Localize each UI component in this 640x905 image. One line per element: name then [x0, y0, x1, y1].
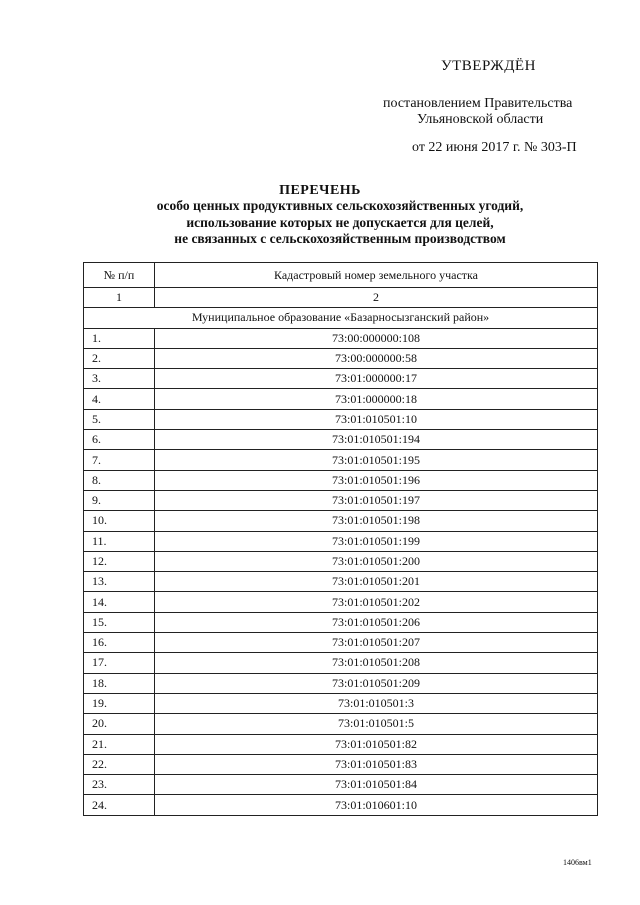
approved-title: УТВЕРЖДЁН [441, 58, 536, 74]
subtitle-line: особо ценных продуктивных сельскохозяйственных угодий, [156, 198, 524, 213]
cadastral-number: 73:00:000000:58 [155, 348, 598, 368]
cadastral-number: 73:01:010501:199 [155, 531, 598, 551]
row-number: 16. [84, 633, 155, 653]
cadastral-number: 73:01:010501:208 [155, 653, 598, 673]
row-number: 4. [84, 389, 155, 409]
cadastral-number: 73:01:010501:194 [155, 430, 598, 450]
row-number: 13. [84, 572, 155, 592]
cadastral-number: 73:01:010601:10 [155, 795, 598, 815]
cadastral-number: 73:01:010501:198 [155, 511, 598, 531]
row-number: 3. [84, 369, 155, 389]
row-number: 5. [84, 409, 155, 429]
table-row [84, 693, 598, 713]
header-cadastral-number: Кадастровый номер земельного участка [155, 263, 598, 288]
row-number: 17. [84, 653, 155, 673]
document-subtitle [80, 198, 600, 248]
decree-date: от 22 июня 2017 г. № 303-П [412, 140, 577, 155]
table-row [84, 531, 598, 551]
table-row [84, 511, 598, 531]
row-number: 11. [84, 531, 155, 551]
cadastral-number: 73:01:010501:83 [155, 754, 598, 774]
table-row [84, 633, 598, 653]
table-row [84, 470, 598, 490]
table-row [84, 409, 598, 429]
decree-line: Ульяновской области [417, 112, 544, 127]
row-number: 1. [84, 328, 155, 348]
row-number: 18. [84, 673, 155, 693]
row-number: 2. [84, 348, 155, 368]
cadastral-table [83, 262, 598, 816]
row-number: 8. [84, 470, 155, 490]
table-row [84, 572, 598, 592]
subtitle-line: не связанных с сельскохозяйственным производством [174, 231, 506, 246]
table-row [84, 734, 598, 754]
row-number: 15. [84, 612, 155, 632]
footer-code: 1406вм1 [563, 858, 592, 867]
table-row [84, 369, 598, 389]
cadastral-number: 73:01:010501:5 [155, 714, 598, 734]
row-number: 23. [84, 775, 155, 795]
subtitle-line: использование которых не допускается для целей, [186, 214, 494, 230]
row-number: 20. [84, 714, 155, 734]
table-row [84, 490, 598, 510]
section-title: Муниципальное образование «Базарносызганский район» [84, 308, 598, 328]
table-header-row [84, 263, 598, 288]
row-number: 19. [84, 693, 155, 713]
decree-line: постановлением Правительства [383, 96, 573, 111]
cadastral-number: 73:01:010501:84 [155, 775, 598, 795]
column-index-row [84, 288, 598, 308]
column-index: 1 [84, 288, 155, 308]
row-number: 24. [84, 795, 155, 815]
table-row [84, 653, 598, 673]
row-number: 21. [84, 734, 155, 754]
row-number: 10. [84, 511, 155, 531]
table-row [84, 754, 598, 774]
row-number: 12. [84, 551, 155, 571]
table-row [84, 795, 598, 815]
cadastral-number: 73:01:010501:207 [155, 633, 598, 653]
cadastral-number: 73:01:010501:10 [155, 409, 598, 429]
table-row [84, 612, 598, 632]
cadastral-number: 73:01:000000:18 [155, 389, 598, 409]
cadastral-number: 73:01:010501:197 [155, 490, 598, 510]
table-row [84, 551, 598, 571]
cadastral-number: 73:01:010501:196 [155, 470, 598, 490]
table-row [84, 775, 598, 795]
approval-block [0, 0, 640, 180]
header-number: № п/п [84, 263, 155, 288]
cadastral-number: 73:01:000000:17 [155, 369, 598, 389]
table-row [84, 328, 598, 348]
cadastral-number: 73:01:010501:3 [155, 693, 598, 713]
cadastral-number: 73:00:000000:108 [155, 328, 598, 348]
cadastral-number: 73:01:010501:209 [155, 673, 598, 693]
table-row [84, 714, 598, 734]
cadastral-number: 73:01:010501:200 [155, 551, 598, 571]
cadastral-number: 73:01:010501:206 [155, 612, 598, 632]
table-row [84, 389, 598, 409]
column-index: 2 [155, 288, 598, 308]
table-row [84, 430, 598, 450]
table-body [84, 288, 598, 816]
table-row [84, 348, 598, 368]
row-number: 22. [84, 754, 155, 774]
cadastral-number: 73:01:010501:195 [155, 450, 598, 470]
cadastral-number: 73:01:010501:202 [155, 592, 598, 612]
table-row [84, 592, 598, 612]
row-number: 7. [84, 450, 155, 470]
row-number: 14. [84, 592, 155, 612]
table-row [84, 673, 598, 693]
document-title: ПЕРЕЧЕНЬ [279, 183, 361, 198]
cadastral-number: 73:01:010501:82 [155, 734, 598, 754]
table-row [84, 450, 598, 470]
section-row [84, 308, 598, 328]
cadastral-number: 73:01:010501:201 [155, 572, 598, 592]
row-number: 6. [84, 430, 155, 450]
row-number: 9. [84, 490, 155, 510]
